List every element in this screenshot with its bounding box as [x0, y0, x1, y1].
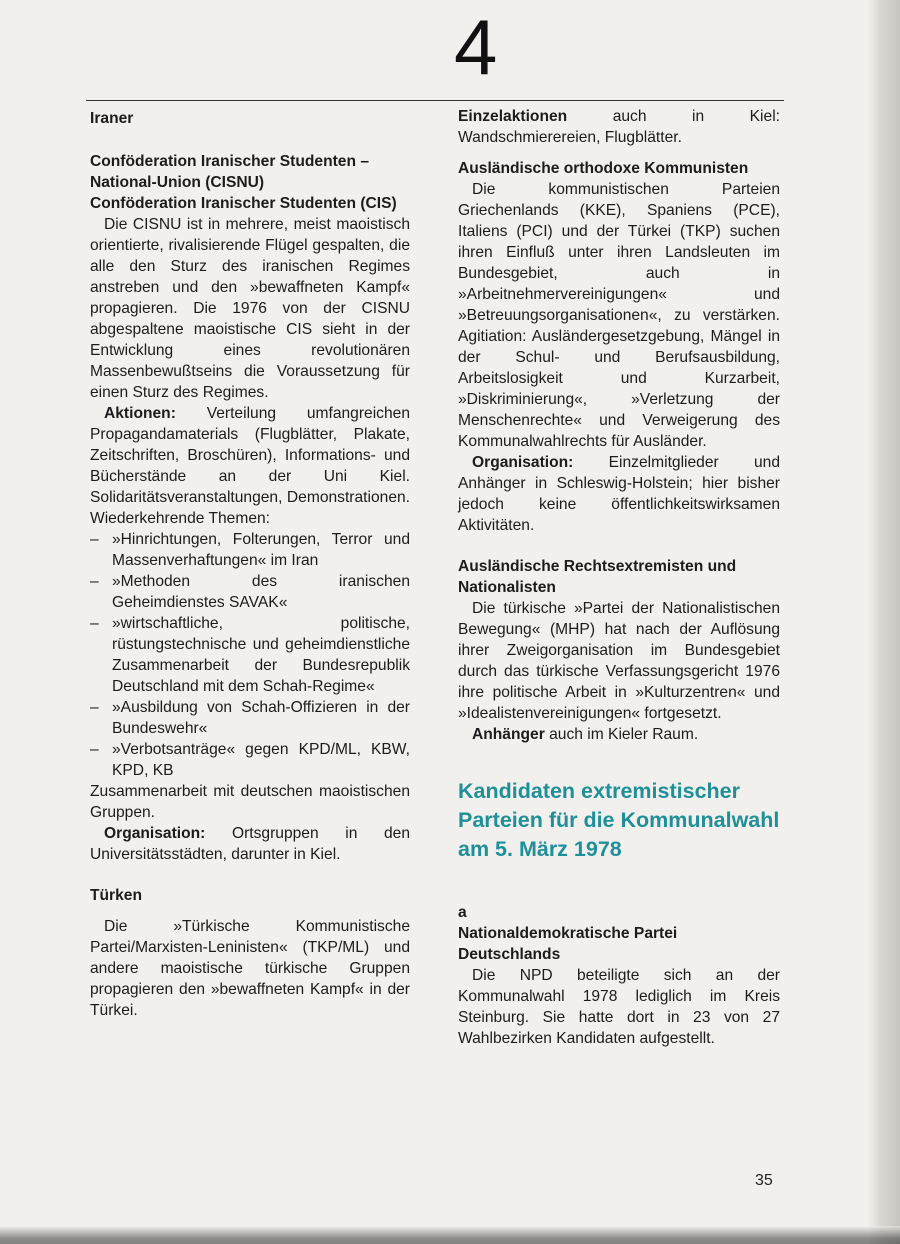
heading-cisnu: Conföderation Iranischer Studenten – National-Union (CISNU): [90, 153, 369, 191]
heading-orthodoxe-kommunisten: Ausländische orthodoxe Kommunisten: [458, 160, 749, 177]
label-einzelaktionen: Einzelaktionen: [458, 108, 568, 125]
label-organisation: Organisation:: [104, 825, 206, 842]
themes-list: [90, 529, 410, 781]
scan-bottom-edge: [0, 1226, 900, 1244]
paragraph-npd: Die NPD beteiligte sich an der Kommunalwahl 1978 lediglich im Kreis Steinburg. Sie hatte dort in 23 von 27 Wahlbezirken Kandidaten aufgestellt.: [458, 967, 780, 1047]
paragraph-cisnu: Die CISNU ist in mehrere, meist maoistisch orientierte, rivalisierende Flügel gespalten, die alle den Sturz des iranischen Regimes anstreben und den »bewaffneten Kampf« propagieren. Die 1976 von der CISNU abgespaltene maoistische CIS sieht in der Entwicklung eines revolutionären Massenbewußtseins die Voraussetzung für einen Sturz des Regimes.: [90, 216, 410, 401]
header-rule: [86, 100, 784, 101]
dash-mark: –: [90, 615, 99, 632]
left-column: [90, 106, 410, 1021]
list-item: – »Hinrichtungen, Folterungen, Terror und Massenverhaftungen« im Iran: [90, 531, 410, 569]
paragraph-aktionen: [90, 403, 410, 529]
chapter-number: 4: [454, 3, 498, 91]
paragraph-organisation: Organisation: Ortsgruppen in den Universitätsstädten, darunter in Kiel.: [90, 825, 410, 863]
dash-mark: –: [90, 699, 99, 716]
text-aktionen: Verteilung umfangreichen Propagandamaterials (Flugblätter, Plakate, Zeitschriften, Broschüren), Informations- und Bücherstände an der Uni Kiel. Solidaritätsveranstaltungen, Demonstrationen. Wiederkehrende Themen:: [90, 405, 410, 527]
list-item: – »wirtschaftliche, politische, rüstungstechnische und geheimdienstliche Zusammenarbeit der Bundesrepublik Deutschland mit dem Schah-Regime«: [90, 615, 410, 695]
paragraph-anhaenger: Anhänger auch im Kieler Raum.: [472, 726, 699, 743]
page-number: 35: [755, 1172, 773, 1189]
label-aktionen: Aktionen:: [104, 405, 176, 422]
heading-tuerken: Türken: [90, 887, 142, 904]
right-column: [458, 106, 780, 1049]
paragraph-organisation-right: Organisation: Einzelmitglieder und Anhänger in Schleswig-Holstein; hier bisher jedoch keine öffentlichkeitswirksamen Aktivitäten.: [458, 454, 780, 534]
list-item: – »Ausbildung von Schah-Offizieren in der Bundeswehr«: [90, 699, 410, 737]
label-organisation: Organisation:: [472, 454, 574, 471]
paragraph-rechts: Die türkische »Partei der Nationalistischen Bewegung« (MHP) hat nach der Auflösung ihrer Zweigorganisation im Bundesgebiet durch das türkische Verfassungsgericht 1976 ihre politische Arbeit in »Kulturzentren« und »Idealistenvereinigungen« fortgesetzt.: [458, 600, 780, 722]
list-item: – »Methoden des iranischen Geheimdienstes SAVAK«: [90, 573, 410, 611]
section-marker-a: a: [458, 904, 467, 921]
dash-mark: –: [90, 573, 99, 590]
paragraph-zusammenarbeit: Zusammenarbeit mit deutschen maoistischen Gruppen.: [90, 783, 410, 821]
list-item: – »Verbotsanträge« gegen KPD/ML, KBW, KPD, KB: [90, 741, 410, 779]
heading-rechtsextremisten: Ausländische Rechtsextremisten und Nationalisten: [458, 558, 737, 596]
paragraph-orthodoxe: Die kommunistischen Parteien Griechenlands (KKE), Spaniens (PCE), Italiens (PCI) und der Türkei (TKP) suchen ihren Einfluß unter ihren Landsleuten im Bundesgebiet, auch in »Arbeitnehmervereinigungen« und »Betreuungsorganisationen«, zu verstärken. Agitiation: Ausländergesetzgebung, Mängel in der Schul- und Berufsausbildung, Arbeitslosigkeit und Kurzarbeit, »Diskriminierung«, »Verletzung der Menschenrechte« und Verweigerung des Kommunalwahlrechts für Ausländer.: [458, 181, 780, 450]
paragraph-einzelaktionen: Einzelaktionen auch in Kiel: Wandschmierereien, Flugblätter.: [458, 108, 780, 146]
dash-mark: –: [90, 531, 99, 548]
heading-npd: Nationaldemokratische Partei Deutschlands: [458, 925, 678, 963]
heading-cis: Conföderation Iranischer Studenten (CIS): [90, 195, 397, 212]
paragraph-tuerken: Die »Türkische Kommunistische Partei/Marxisten-Leninisten« (TKP/ML) und andere maoistische türkische Gruppen propagieren den »bewaffneten Kampf« in der Türkei.: [90, 918, 410, 1019]
heading-iraner: Iraner: [90, 110, 134, 127]
label-anhaenger: Anhänger: [472, 726, 545, 743]
page-edge-shadow: [868, 0, 900, 1244]
section-heading-kandidaten: Kandidaten extremistischer Parteien für die Kommunalwahl am 5. März 1978: [458, 779, 780, 861]
dash-mark: –: [90, 741, 99, 758]
